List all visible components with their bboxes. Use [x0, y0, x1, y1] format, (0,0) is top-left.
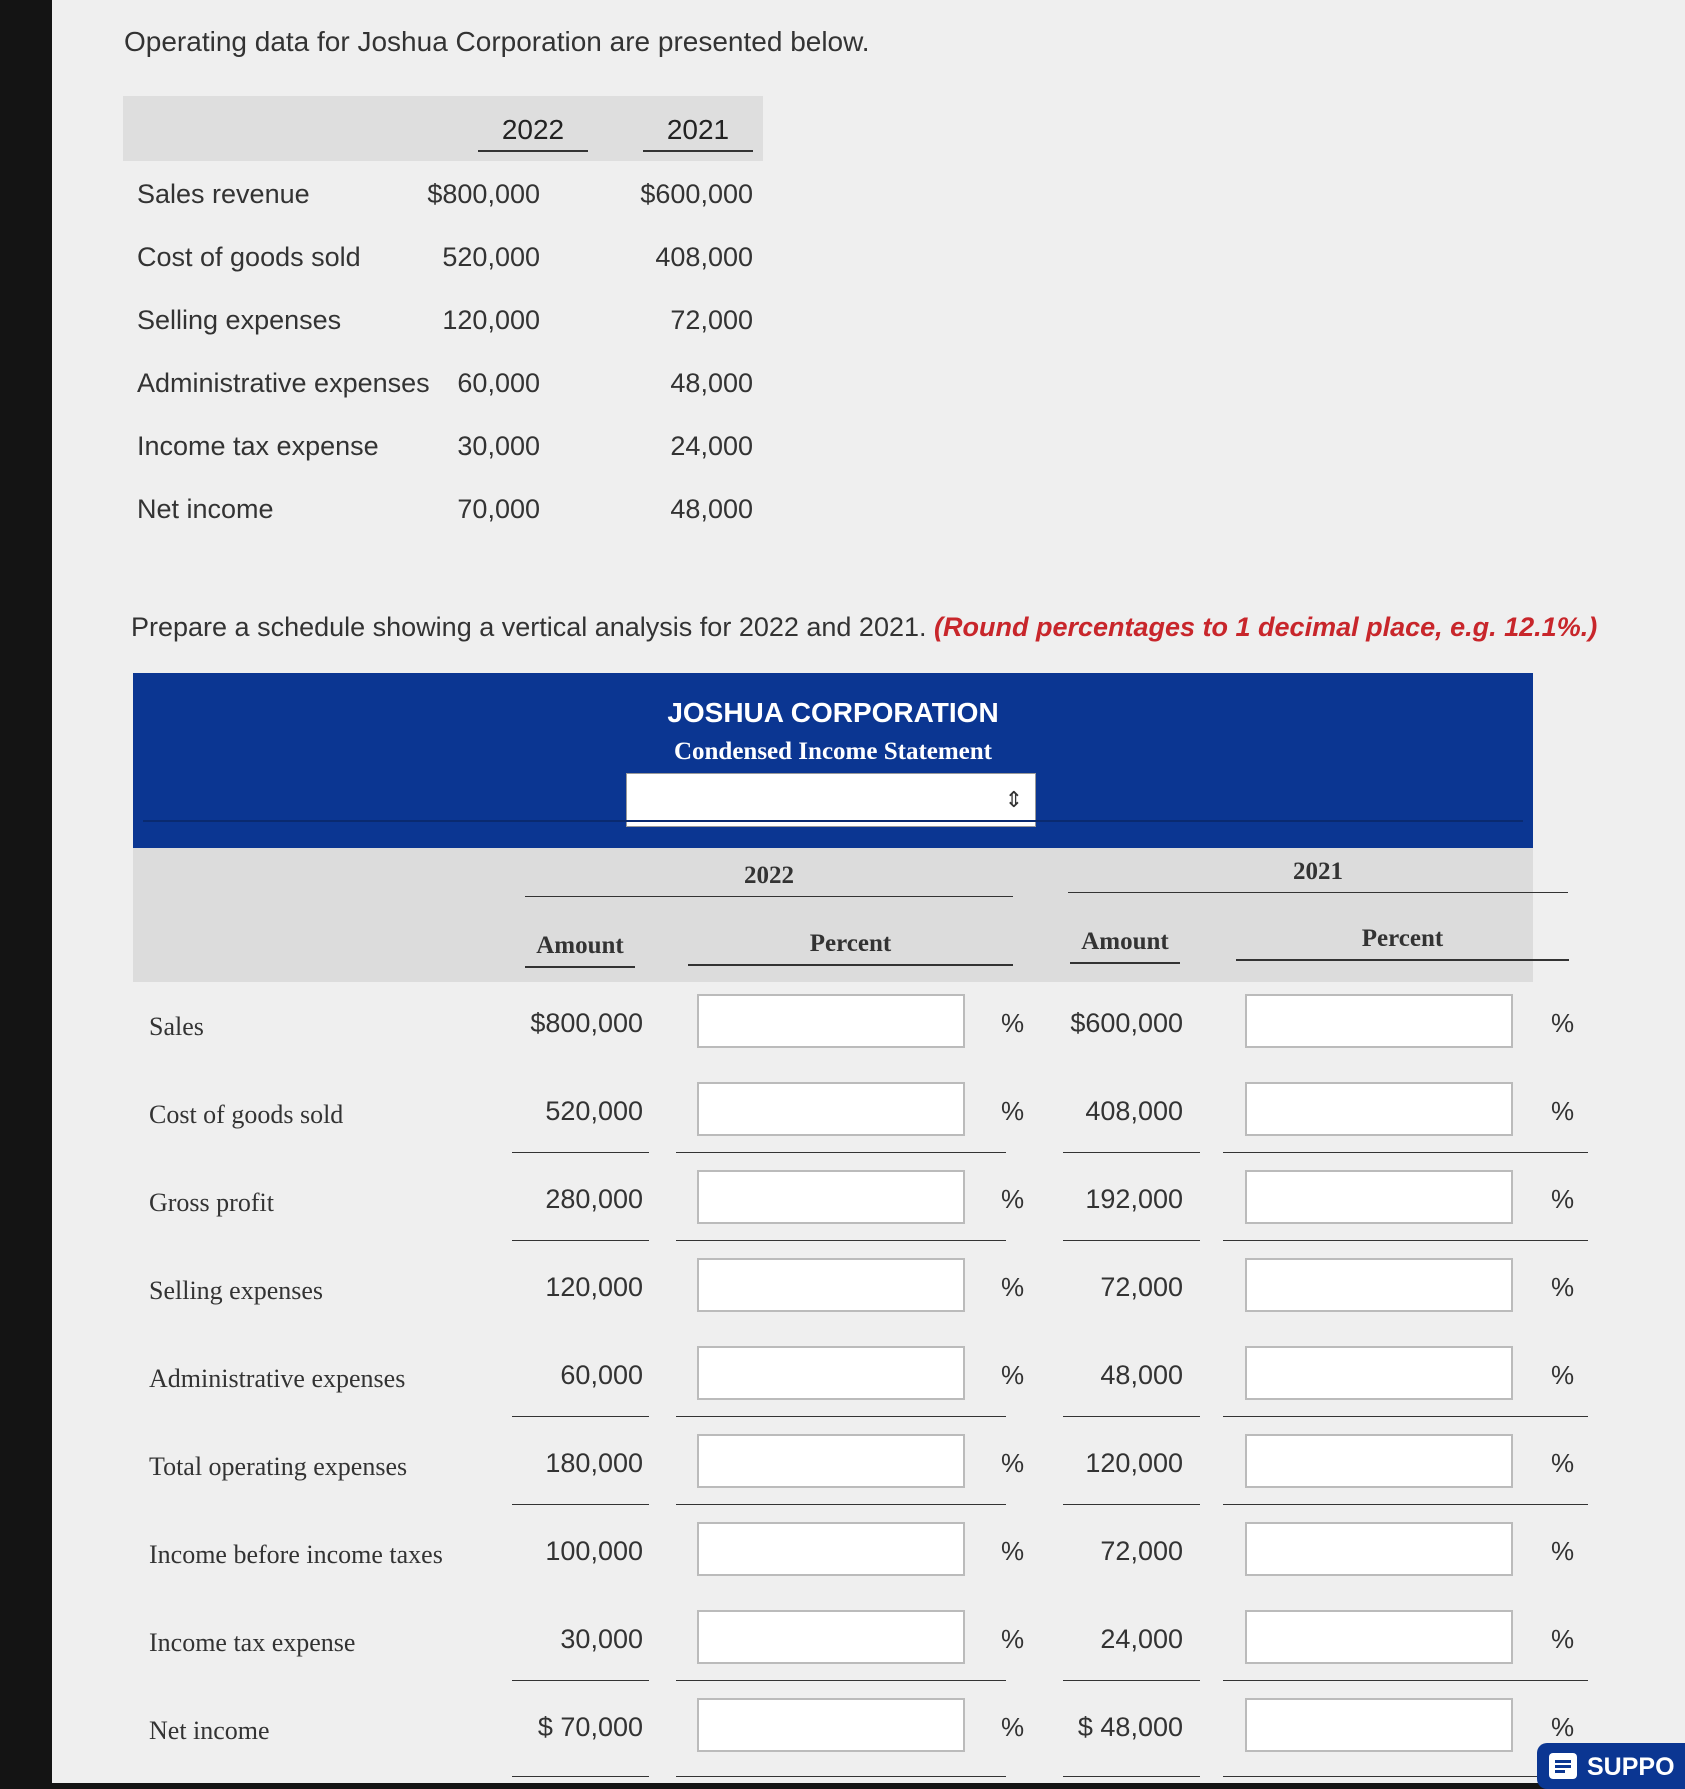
percent-sign: %: [1001, 1712, 1025, 1742]
amount-2021: 72,000: [1100, 1536, 1183, 1566]
row-label: Administrative expenses: [149, 1364, 406, 1393]
amount-2021: 408,000: [1085, 1096, 1183, 1126]
data-row: [123, 476, 763, 539]
table-row: [133, 1426, 1575, 1514]
data-row: [123, 161, 763, 224]
problem-page: [52, 0, 1685, 1783]
intro-text: Operating data for Joshua Corporation are presented below.: [124, 26, 870, 57]
banner-rule: [143, 820, 1523, 822]
amount-2021: 24,000: [1100, 1624, 1183, 1654]
underline: [1063, 1152, 1200, 1153]
underline: [1063, 1416, 1200, 1417]
row-label: Net income: [149, 1716, 270, 1745]
percent-2021-input[interactable]: [1245, 1170, 1513, 1224]
select-arrows-icon: ⇕: [1004, 787, 1023, 812]
amount-2022: 280,000: [545, 1184, 643, 1214]
underline: [676, 1416, 1006, 1417]
table-row: [133, 1602, 1575, 1690]
percent-2021-input[interactable]: [1245, 1434, 1513, 1488]
amount-2022-header: Amount: [525, 932, 635, 968]
percent-sign: %: [1551, 1008, 1575, 1038]
percent-2022-input[interactable]: [697, 1170, 965, 1224]
percent-2022-input[interactable]: [697, 1258, 965, 1312]
underline: [1063, 1240, 1200, 1241]
instruction-text: [131, 612, 1597, 643]
underline: [676, 1152, 1006, 1153]
double-underline: [676, 1776, 1006, 1777]
value-2021: $600,000: [640, 179, 753, 209]
value-2021: 48,000: [670, 494, 753, 524]
percent-2022-input[interactable]: [697, 1698, 965, 1752]
underline: [1063, 1680, 1200, 1681]
row-label: Sales revenue: [137, 179, 310, 209]
row-label: Selling expenses: [149, 1276, 324, 1305]
underline: [1223, 1240, 1588, 1241]
table-row: [133, 986, 1575, 1074]
percent-sign: %: [1551, 1184, 1575, 1214]
value-2022: 60,000: [457, 368, 540, 398]
data-row: [123, 413, 763, 476]
percent-2021-input[interactable]: [1245, 1610, 1513, 1664]
amount-2021: 72,000: [1100, 1272, 1183, 1302]
percent-sign: %: [1001, 1536, 1025, 1566]
statement-banner: [133, 673, 1533, 848]
underline: [676, 1680, 1006, 1681]
data-row: [123, 350, 763, 413]
percent-2022-header: Percent: [688, 930, 1013, 966]
underline: [512, 1416, 649, 1417]
percent-sign: %: [1551, 1712, 1575, 1742]
value-2022: 30,000: [457, 431, 540, 461]
table-row: [133, 1162, 1575, 1250]
data-row: [123, 224, 763, 287]
double-underline: [512, 1776, 649, 1777]
amount-2022: $800,000: [530, 1008, 643, 1038]
underline: [512, 1680, 649, 1681]
column-headers: [133, 848, 1533, 982]
value-2021: 408,000: [655, 242, 753, 272]
amount-2022: 60,000: [560, 1360, 643, 1390]
percent-sign: %: [1001, 1008, 1025, 1038]
percent-sign: %: [1001, 1448, 1025, 1478]
underline: [1223, 1504, 1588, 1505]
underline: [1063, 1504, 1200, 1505]
table-row: [133, 1514, 1575, 1602]
rounding-note: (Round percentages to 1 decimal place, e.g. 12.1%.): [934, 612, 1598, 642]
underline: [512, 1504, 649, 1505]
header-year-2022: 2022: [478, 114, 588, 152]
percent-sign: %: [1551, 1624, 1575, 1654]
underline: [512, 1152, 649, 1153]
table-row: [133, 1338, 1575, 1426]
percent-2021-input[interactable]: [1245, 994, 1513, 1048]
row-label: Gross profit: [149, 1188, 274, 1217]
row-label: Net income: [137, 494, 274, 524]
amount-2022: 520,000: [545, 1096, 643, 1126]
amount-2021: $ 48,000: [1077, 1712, 1183, 1742]
amount-2022: 100,000: [545, 1536, 643, 1566]
percent-2021-input[interactable]: [1245, 1082, 1513, 1136]
amount-2021: 192,000: [1085, 1184, 1183, 1214]
support-label: SUPPO: [1587, 1753, 1675, 1781]
data-table-header: [123, 96, 763, 161]
row-label: Cost of goods sold: [137, 242, 361, 272]
amount-2021: 48,000: [1100, 1360, 1183, 1390]
percent-2021-input[interactable]: [1245, 1258, 1513, 1312]
percent-2022-input[interactable]: [697, 1346, 965, 1400]
row-label: Income before income taxes: [149, 1540, 443, 1569]
double-underline: [1063, 1776, 1200, 1777]
chat-icon: [1549, 1753, 1577, 1779]
percent-sign: %: [1551, 1360, 1575, 1390]
percent-2022-input[interactable]: [697, 1434, 965, 1488]
percent-sign: %: [1001, 1360, 1025, 1390]
percent-2022-input[interactable]: [697, 1082, 965, 1136]
percent-2021-input[interactable]: [1245, 1522, 1513, 1576]
percent-sign: %: [1551, 1536, 1575, 1566]
header-year-2021: 2021: [643, 114, 753, 152]
percent-sign: %: [1551, 1272, 1575, 1302]
percent-sign: %: [1001, 1624, 1025, 1654]
percent-sign: %: [1551, 1096, 1575, 1126]
row-label: Selling expenses: [137, 305, 342, 335]
percent-sign: %: [1001, 1184, 1025, 1214]
underline: [1223, 1416, 1588, 1417]
period-select[interactable]: [626, 773, 1036, 827]
support-button[interactable]: [1537, 1743, 1685, 1789]
percent-sign: %: [1551, 1448, 1575, 1478]
row-label: Income tax expense: [137, 431, 379, 461]
table-row: [133, 1250, 1575, 1338]
percent-2021-header: Percent: [1236, 925, 1569, 961]
table-row: [133, 1074, 1575, 1162]
row-label: Administrative expenses: [137, 368, 430, 398]
underline: [512, 1240, 649, 1241]
underline: [676, 1240, 1006, 1241]
row-label: Income tax expense: [149, 1628, 356, 1657]
value-2022: 120,000: [442, 305, 540, 335]
percent-2021-input[interactable]: [1245, 1698, 1513, 1752]
company-name: JOSHUA CORPORATION: [667, 697, 999, 728]
percent-sign: %: [1001, 1096, 1025, 1126]
amount-2021-header: Amount: [1070, 928, 1180, 964]
statement-title: Condensed Income Statement: [673, 738, 993, 765]
row-label: Sales: [149, 1012, 204, 1041]
operating-data-table: [123, 96, 763, 539]
amount-2021: $600,000: [1070, 1008, 1183, 1038]
data-row: [123, 287, 763, 350]
underline: [676, 1504, 1006, 1505]
percent-sign: %: [1001, 1272, 1025, 1302]
percent-2021-input[interactable]: [1245, 1346, 1513, 1400]
percent-2022-input[interactable]: [697, 1610, 965, 1664]
percent-2022-input[interactable]: [697, 994, 965, 1048]
year-2021-header: 2021: [1068, 858, 1568, 893]
amount-2022: 120,000: [545, 1272, 643, 1302]
row-label: Total operating expenses: [149, 1452, 408, 1481]
row-label: Cost of goods sold: [149, 1100, 344, 1129]
instruction-main: Prepare a schedule showing a vertical analysis for 2022 and 2021.: [131, 612, 934, 642]
percent-2022-input[interactable]: [697, 1522, 965, 1576]
amount-2021: 120,000: [1085, 1448, 1183, 1478]
value-2022: 70,000: [457, 494, 540, 524]
value-2022: $800,000: [427, 179, 540, 209]
underline: [1223, 1680, 1588, 1681]
value-2021: 48,000: [670, 368, 753, 398]
year-2022-header: 2022: [525, 862, 1013, 897]
underline: [1223, 1152, 1588, 1153]
table-row: [133, 1690, 1575, 1778]
value-2021: 24,000: [670, 431, 753, 461]
amount-2022: 30,000: [560, 1624, 643, 1654]
amount-2022: $ 70,000: [537, 1712, 643, 1742]
amount-2022: 180,000: [545, 1448, 643, 1478]
double-underline: [1223, 1776, 1553, 1777]
value-2021: 72,000: [670, 305, 753, 335]
value-2022: 520,000: [442, 242, 540, 272]
